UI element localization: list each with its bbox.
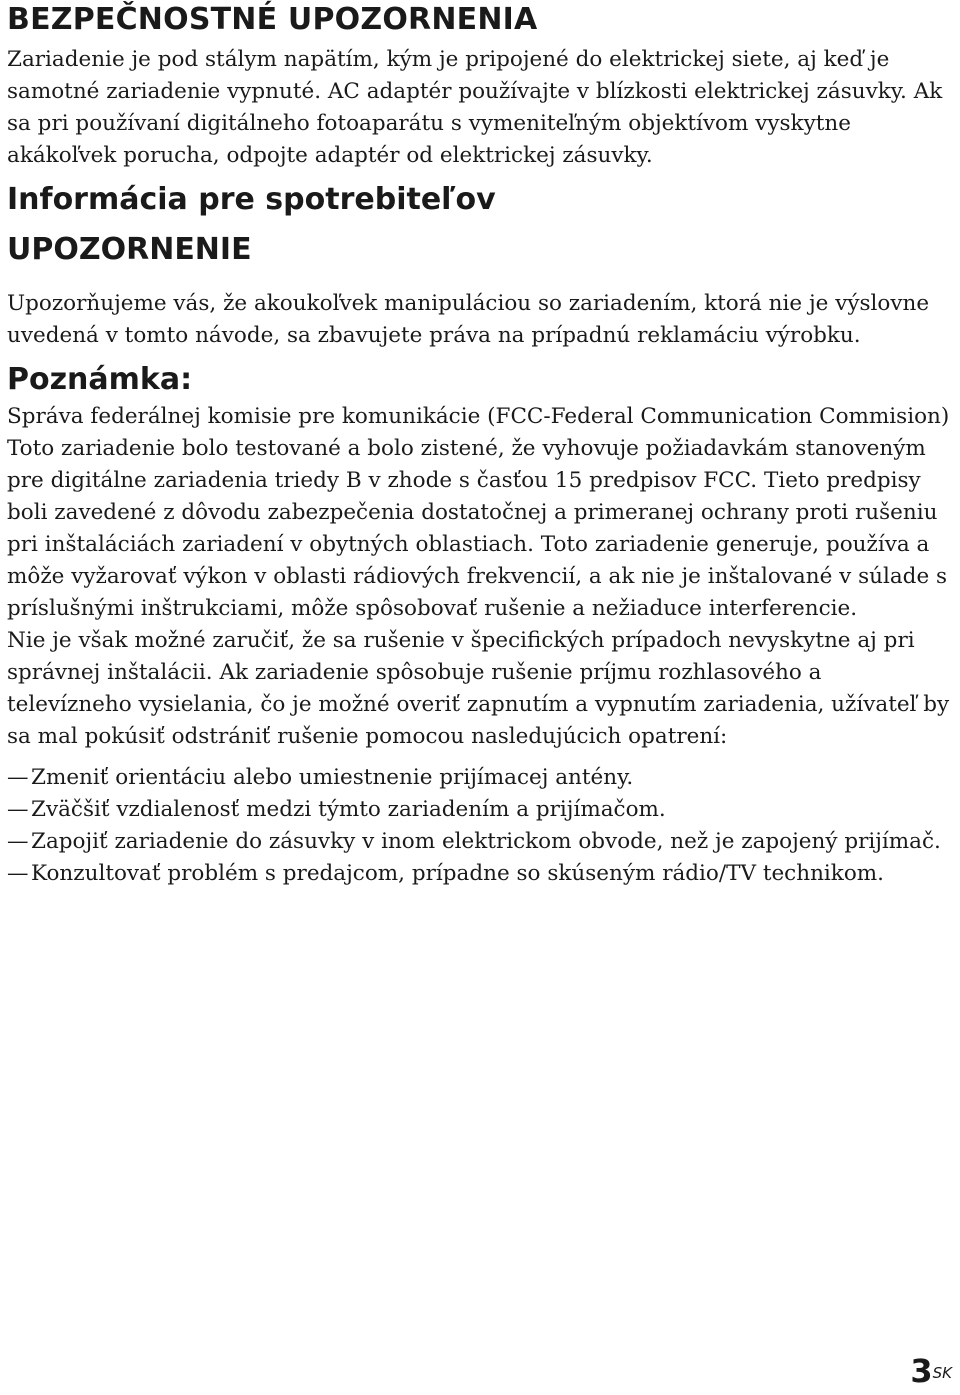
list-item-text: Konzultovať problém s predajcom, prípadne so skúseným rádio/TV technikom.: [31, 861, 884, 886]
list-item: [7, 858, 952, 890]
safety-paragraph: Zariadenie je pod stálym napätím, kým je pripojené do elektrickej siete, aj keď je samotné zariadenie vypnuté. AC adaptér používajte v blízkosti elektrickej zásuvky. Ak sa pri používaní digitálneho fotoaparátu s vymeniteľným objektívom vyskytne akákoľvek porucha, odpojte adaptér od elektrickej zásuvky.: [7, 47, 943, 168]
interference-paragraph: Nie je však možné zaručiť, že sa rušenie v špecifických prípadoch nevyskytne aj pri správnej inštalácii. Ak zariadenie spôsobuje rušenie príjmu rozhlasového a televízneho vysielania, čo je možné overiť zapnutím a vypnutím zariadenia, užívateľ by sa mal pokúsiť odstrániť rušenie pomocou nasledujúcich opatrení:: [7, 628, 950, 749]
list-item: [7, 762, 952, 794]
warning-heading: UPOZORNENIE: [7, 232, 252, 267]
safety-heading: BEZPEČNOSTNÉ UPOZORNENIA: [7, 2, 538, 37]
measures-list: [7, 762, 952, 890]
dash-bullet: —: [7, 861, 29, 886]
list-item-text: Zapojiť zariadenie do zásuvky v inom elektrickom obvode, než je zapojený prijímač.: [31, 829, 941, 854]
language-code: SK: [932, 1364, 952, 1382]
dash-bullet: —: [7, 765, 29, 790]
page-number: [910, 1353, 952, 1389]
dash-bullet: —: [7, 797, 29, 822]
list-item-text: Zmeniť orientáciu alebo umiestnenie prijímacej antény.: [31, 765, 634, 790]
page-number-value: 3: [910, 1352, 933, 1390]
warning-paragraph: Upozorňujeme vás, že akoukoľvek manipuláciou so zariadením, ktorá nie je výslovne uvedená v tomto návode, sa zbavujete práva na prípadnú reklamáciu výrobku.: [7, 291, 930, 348]
list-item: [7, 826, 952, 858]
fcc-paragraph: Správa federálnej komisie pre komunikácie (FCC-Federal Communication Commision) Toto zariadenie bolo testované a bolo zistené, že vyhovuje požiadavkám stanoveným pre digitálne zariadenia triedy B v zhode s časťou 15 predpisov FCC. Tieto predpisy boli zavedené z dôvodu zabezpečenia dostatočnej a primeranej ochrany proti rušeniu pri inštaláciách zariadení v obytných oblastiach. Toto zariadenie generuje, používa a môže vyžarovať výkon v oblasti rádiových frekvencií, a ak nie je inštalované v súlade s príslušnými inštrukciami, môže spôsobovať rušenie a nežiaduce interferencie.: [7, 404, 950, 621]
note-heading: Poznámka:: [7, 362, 193, 397]
list-item: [7, 794, 952, 826]
dash-bullet: —: [7, 829, 29, 854]
consumer-info-heading: Informácia pre spotrebiteľov: [7, 182, 496, 217]
document-page: [7, 0, 952, 890]
list-item-text: Zväčšiť vzdialenosť medzi týmto zariadením a prijímačom.: [31, 797, 666, 822]
